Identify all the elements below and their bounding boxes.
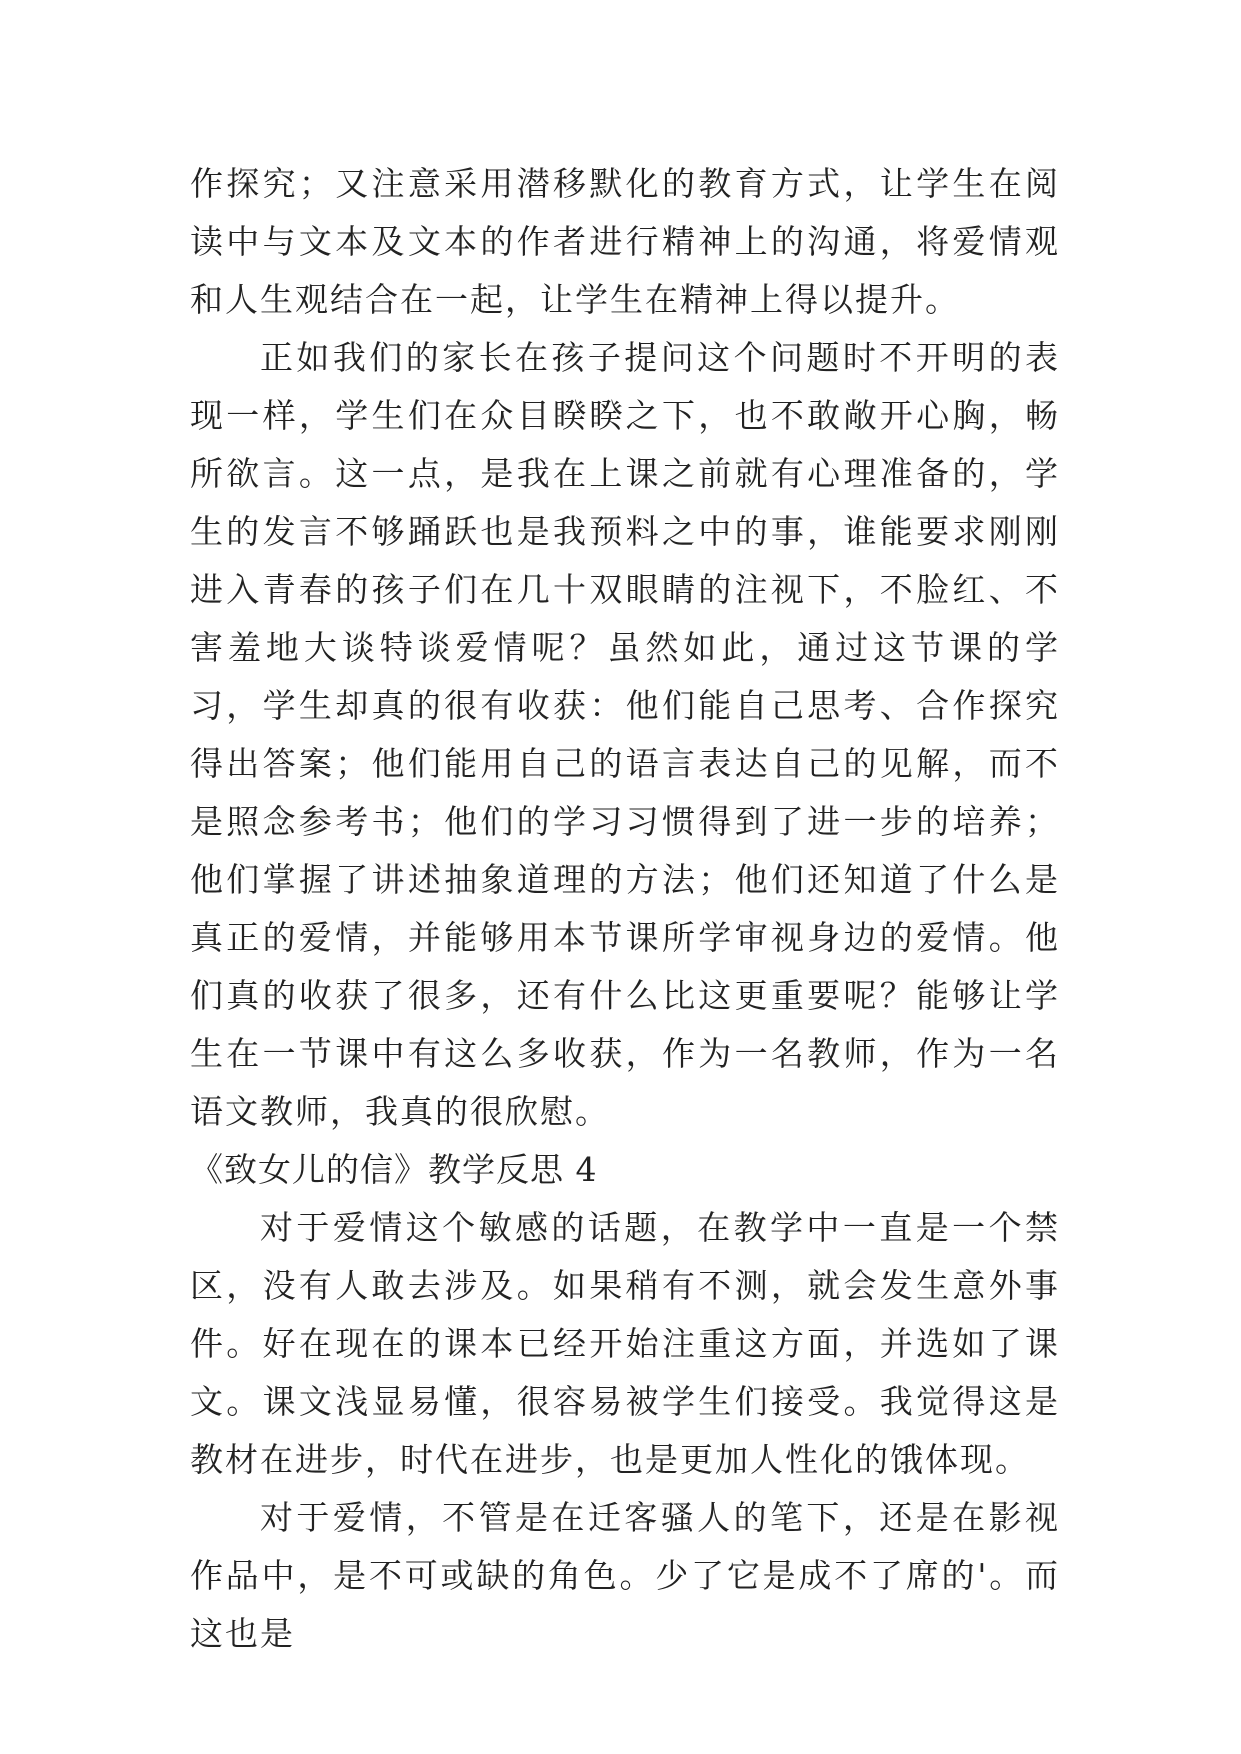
section-heading: 《致女儿的信》教学反思 4 <box>190 1150 598 1189</box>
paragraph-4: 对于爱情，不管是在迁客骚人的笔下，还是在影视作品中，是不可或缺的角色。少了它是成不了席的'。而这也是 <box>190 1498 1060 1653</box>
document-body <box>190 155 1060 1663</box>
paragraph-2: 正如我们的家长在孩子提问这个问题时不开明的表现一样，学生们在众目睽睽之下，也不敢敞开心胸，畅所欲言。这一点，是我在上课之前就有心理准备的，学生的发言不够踊跃也是我预料之中的事，谁能要求刚刚进入青春的孩子们在几十双眼睛的注视下，不脸红、不害羞地大谈特谈爱情呢？虽然如此，通过这节课的学习，学生却真的很有收获：他们能自己思考、合作探究得出答案；他们能用自己的语言表达自己的见解，而不是照念参考书；他们的学习习惯得到了进一步的培养；他们掌握了讲述抽象道理的方法；他们还知道了什么是真正的爱情，并能够用本节课所学审视身边的爱情。他们真的收获了很多，还有什么比这更重要呢？能够让学生在一节课中有这么多收获，作为一名教师，作为一名语文教师，我真的很欣慰。 <box>190 338 1060 1131</box>
paragraph-3: 对于爱情这个敏感的话题，在教学中一直是一个禁区，没有人敢去涉及。如果稍有不测，就会发生意外事件。好在现在的课本已经开始注重这方面，并选如了课文。课文浅显易懂，很容易被学生们接受。我觉得这是教材在进步，时代在进步，也是更加人性化的饿体现。 <box>190 1208 1060 1479</box>
paragraph-1: 作探究；又注意采用潜移默化的教育方式，让学生在阅读中与文本及文本的作者进行精神上的沟通，将爱情观和人生观结合在一起，让学生在精神上得以提升。 <box>190 164 1060 319</box>
